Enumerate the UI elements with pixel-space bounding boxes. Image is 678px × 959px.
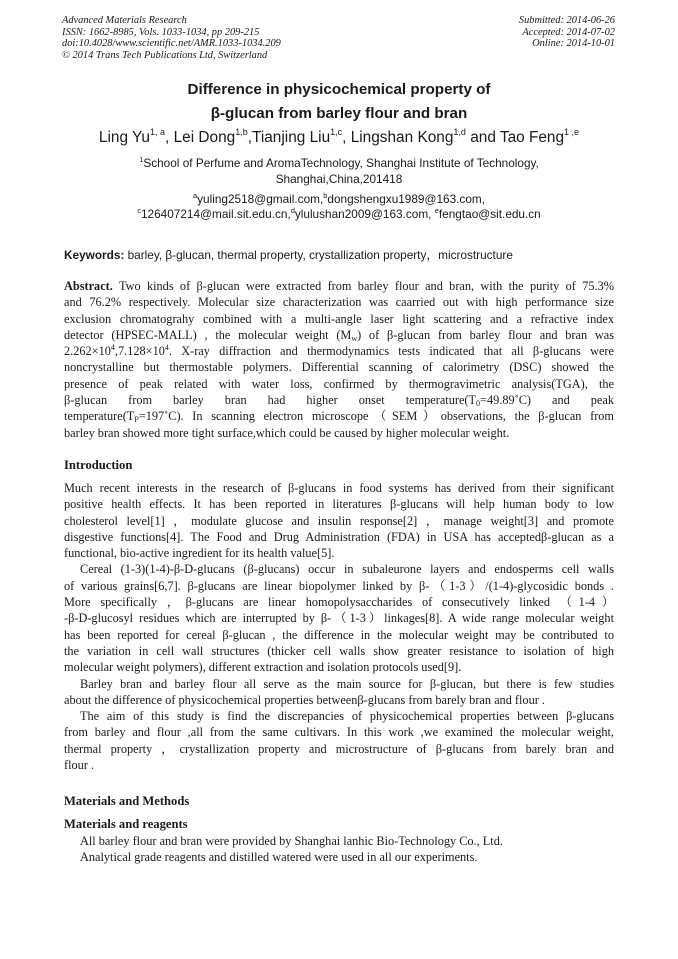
email-d: ylulushan2009@163.com, [294, 207, 435, 221]
intro-line: The aim of this study is find the discrepancies of physicochemical properties between β-glucans [80, 709, 614, 724]
keywords-text: barley, β-glucan, thermal property, crystallization property，microstructure [124, 248, 513, 262]
dates-info [519, 15, 615, 50]
paper-title-line-1: Difference in physicochemical property of [187, 81, 491, 98]
affiliation-line-1: $^1$School of Perfume and AromaTechnology, Shanghai Institute of Technology, [139, 155, 539, 170]
email-e: fengtao@sit.edu.cn [438, 207, 541, 221]
online-date: Online: 2014-10-01 [532, 38, 615, 50]
author-list: Ling Yu$^{1, a}$, Lei Dong$^{1,b}$,Tianjing Liu$^{1,c}$, Lingshan Kong$^{1,d}$ and Tao Feng$^{1 ,e}$ [98, 127, 580, 146]
abstract-line: β-glucan from barley bran had higher onset $temperature(T_0=49.89˚C)$ and peak [64, 393, 614, 409]
abstract-line: barley bran showed more tight surface,which could be caused by higher molecular weight. [64, 425, 510, 440]
abstract-line: and 76.2% respectively. Molecular size characterization was caarried out with high performance size [64, 295, 614, 310]
keywords-label: Keywords: [64, 248, 125, 262]
intro-line: thermal property ，crystallization property and microstructure of β-glucans from barely bran and [64, 741, 614, 756]
doi-line: doi:10.4028/www.scientific.net/AMR.1033-1034.209 [62, 38, 281, 50]
intro-line: of various grains[6,7]. β-glucans are linear biopolymer linked by β-（1-3）/(1-4)-glycosidic bonds . [64, 578, 614, 593]
abstract-label: Abstract. [64, 279, 113, 293]
intro-line: -β-D-glucosyl residues which are interrupted by β-（1-3）linkages[8]. A wide range molecular weight [64, 611, 614, 626]
abstract-line: Abstract. Two kinds of β-glucan were extracted from barley flour and bran, with the purity of 75.3% [64, 279, 614, 293]
intro-line: More specifically ，β-glucans are linear homopolysaccharides of consecutively linked （1-4） [64, 595, 614, 610]
abstract [64, 278, 614, 441]
intro-line: about the difference of physicochemical properties betweenβ-glucans from barely bran and flour . [64, 692, 545, 707]
keywords [64, 246, 624, 263]
author-affil: 1,c [330, 127, 343, 137]
emails-line-2: $^c$126407214@mail.sit.edu.cn,$^d$ylulushan2009@163.com, $^e$fengtao@sit.edu.cn [137, 206, 541, 221]
intro-line: Much recent interests in the research of β-glucans in food systems has derived from their significant [64, 481, 614, 495]
journal-name: Advanced Materials Research [62, 15, 187, 26]
intro-line: positive health effects. It has been reported in literatures β-glucans will help human body to low [64, 497, 614, 512]
abstract-line: exclusion chromatograhy combined with a multi-angle laser light scattering and a refractive index [64, 311, 614, 326]
author-affil: 1 ,e [564, 127, 580, 137]
introduction-heading: Introduction [64, 458, 133, 472]
issn-line: ISSN: 1662-8985, Vols. 1033-1034, pp 209-215 [62, 26, 260, 38]
materials-line: Analytical grade reagents and distilled watered were used in all our experiments. [80, 850, 478, 865]
submitted-date: Submitted: 2014-06-26 [518, 15, 615, 26]
intro-line: flour . [64, 758, 95, 773]
intro-line: Cereal (1-3)(1-4)-β-D-glucans (β-glucans) occur in subaleurone layers and endosperms cell walls [80, 562, 614, 577]
author-name: Ling Yu [98, 129, 150, 146]
intro-line: molecular weight polymers), different extraction and isolation protocols used[9]. [64, 660, 462, 675]
introduction-body [64, 480, 614, 773]
abstract-line: detector (HPSEC-MALL) , the molecular weight $(M_w)$ of β-glucan from barley flour and bran was [64, 327, 614, 343]
abstract-line: $temperature(T_P=197˚C)$. In scanning electron microscope（SEM）observations, the β-glucan from [64, 409, 614, 425]
author-affil: 1,b [235, 127, 248, 137]
materials-body [64, 833, 614, 866]
affiliation-line-2: Shanghai,China,201418 [275, 172, 403, 186]
intro-line: functional, bio-active ingredient for its health value[5]. [64, 546, 335, 561]
intro-line: from barley and flour ,all from the same cultivars. In this work ,we examined the molecular weight, [64, 725, 614, 740]
intro-line: Barley bran and barley flour all serve as the main source for β-glucan, but there is few studies [80, 676, 614, 691]
author-name: Lingshan Kong [350, 129, 454, 146]
intro-line: has been reported for cereal β-glucan , the difference in the molecular weight may be contributed to [64, 627, 614, 642]
accepted-date: Accepted: 2014-07-02 [522, 26, 615, 38]
materials-reagents-heading: Materials and reagents [64, 817, 188, 831]
journal-info [62, 15, 281, 61]
emails-line-1: $^a$yuling2518@gmail.com,$^b$dongshengxu1989@163.com, [192, 191, 485, 206]
materials-methods-heading: Materials and Methods [64, 794, 190, 808]
abstract-line: $2.262\times 10^4,7.128\times 10^4$. X-ray diffraction and thermodynamics tests indicated that all β-glucans were [64, 343, 614, 359]
intro-line: cholesterol level[1] ，modulate glucose and insulin response[2] ，manage weight[3] and promote [64, 513, 614, 528]
abstract-line: noncrystalline but thermostable polymers. Differential scanning of calorimetry (DSC) showed the [64, 360, 614, 375]
paper-title-line-2: β-glucan from barley flour and bran [210, 105, 468, 122]
email-b: dongshengxu1989@163.com, [327, 192, 485, 206]
author-affil: 1, a [150, 127, 166, 137]
materials-line: All barley flour and bran were provided by Shanghai lanhic Bio-Technology Co., Ltd. [80, 834, 503, 848]
author-name: Tianjing Liu [251, 129, 331, 146]
email-a: yuling2518@gmail.com, [197, 192, 324, 206]
email-c: 126407214@mail.sit.edu.cn, [140, 207, 291, 221]
author-affil: 1,d [453, 127, 466, 137]
intro-line: the variation in cell wall structures (thicker cell walls show greater resistance to isolation of high [64, 643, 614, 658]
author-name: Tao Feng [499, 129, 565, 146]
copyright-line: © 2014 Trans Tech Publications Ltd, Switzerland [62, 49, 268, 61]
abstract-line: presence of peak related with water loss, confirmed by thermogravimetric analysis(TGA), the [64, 376, 614, 391]
intro-line: disgestive functions[4]. The Food and Drug Administration (FDA) in USA has acceptedβ-glucan as a [64, 529, 614, 544]
author-name: Lei Dong [173, 129, 236, 146]
